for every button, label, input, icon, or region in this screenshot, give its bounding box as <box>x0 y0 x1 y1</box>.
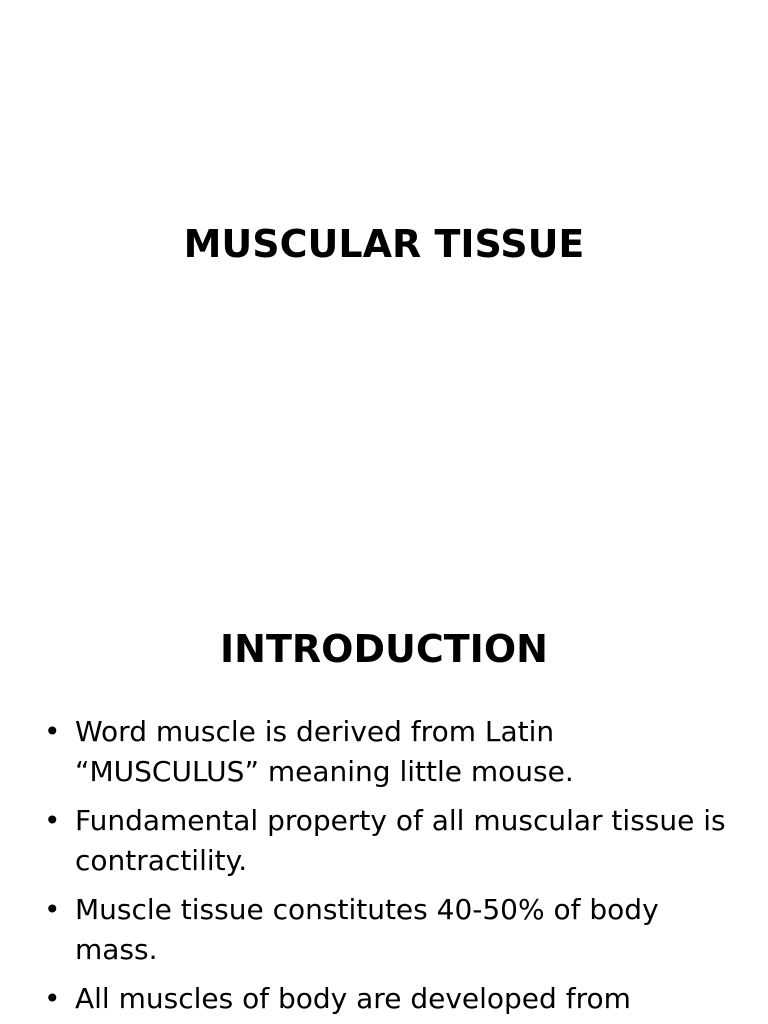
bullet-icon: • <box>44 715 61 748</box>
bullet-text: All muscles of body are developed from <box>75 982 631 1015</box>
slide-title-muscular-tissue: MUSCULAR TISSUE <box>183 222 585 266</box>
bullet-icon: • <box>44 804 61 837</box>
list-item <box>44 979 734 1019</box>
list-item <box>44 801 734 881</box>
bullet-text: Word muscle is derived from Latin “MUSCULUS” meaning little mouse. <box>75 715 574 788</box>
list-item <box>44 712 734 792</box>
bullet-list <box>44 712 734 1024</box>
bullet-text: Muscle tissue constitutes 40-50% of body mass. <box>75 893 659 966</box>
list-item <box>44 890 734 970</box>
bullet-text: Fundamental property of all muscular tissue is contractility. <box>75 804 726 877</box>
bullet-icon: • <box>44 893 61 926</box>
slide-title-introduction: INTRODUCTION <box>220 627 548 671</box>
bullet-icon: • <box>44 982 61 1015</box>
